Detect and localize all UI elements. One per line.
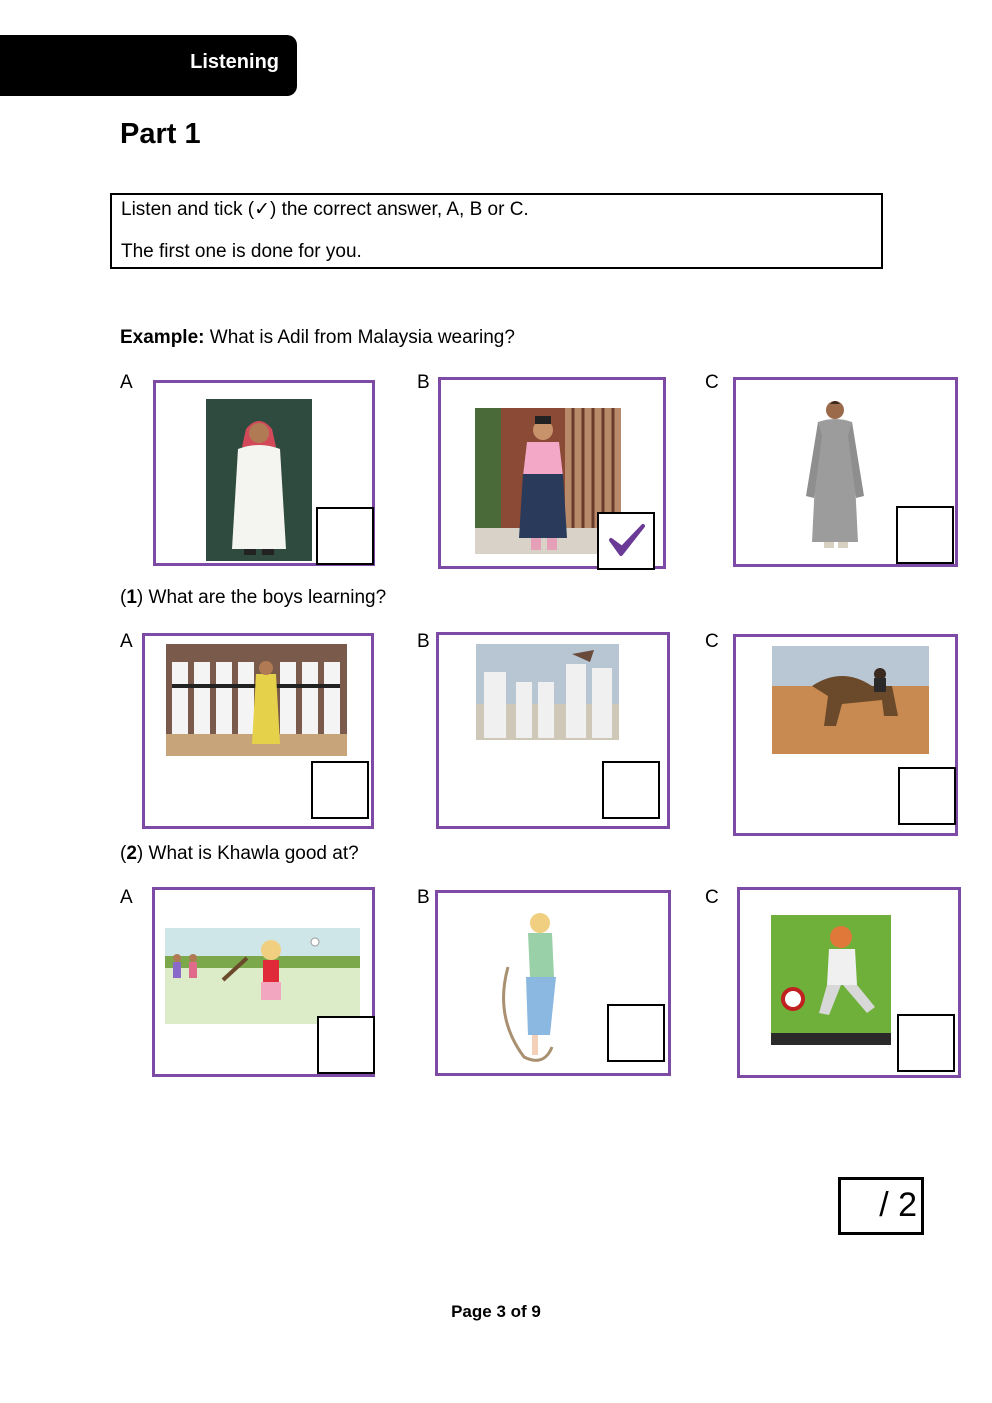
girl-skipping-rope-image bbox=[494, 907, 578, 1069]
example-option-c-tick-box[interactable] bbox=[896, 506, 954, 564]
example-question-text: What is Adil from Malaysia wearing? bbox=[204, 327, 515, 348]
instruction-line-1: Listen and tick (✓) the correct answer, A, B or C. bbox=[121, 199, 529, 220]
q2-option-b-tick-box[interactable] bbox=[607, 1004, 665, 1062]
example-option-a-tick-box[interactable] bbox=[316, 507, 374, 565]
q2-option-a bbox=[152, 887, 375, 1077]
example-option-a bbox=[153, 380, 375, 566]
q1-option-b-tick-box[interactable] bbox=[602, 761, 660, 819]
q2-option-c bbox=[737, 887, 961, 1078]
men-with-falcon-image bbox=[476, 644, 619, 740]
boys-dancing-image bbox=[166, 644, 347, 756]
footer-page-word: Page bbox=[451, 1302, 497, 1321]
q2-option-b bbox=[435, 890, 671, 1076]
example-label: Example: bbox=[120, 327, 205, 348]
score-box bbox=[838, 1177, 924, 1235]
camel-racing-image bbox=[772, 646, 929, 754]
q2-option-c-tick-box[interactable] bbox=[897, 1014, 955, 1072]
question-2-number: 2 bbox=[126, 843, 137, 864]
example-option-c-letter: C bbox=[705, 372, 719, 393]
man-in-white-thobe-image bbox=[206, 399, 312, 561]
example-question bbox=[120, 327, 515, 349]
q2-option-a-letter: A bbox=[120, 887, 133, 908]
girl-playing-cricket-image bbox=[165, 928, 360, 1024]
q1-option-a-letter: A bbox=[120, 631, 133, 652]
check-mark-icon bbox=[599, 514, 653, 568]
question-2: (2) What is Khawla good at? bbox=[120, 843, 359, 864]
q1-option-c-letter: C bbox=[705, 631, 719, 652]
example-option-b bbox=[438, 377, 666, 569]
man-in-grey-robe-image bbox=[800, 396, 870, 556]
example-option-b-tick-box[interactable] bbox=[597, 512, 655, 570]
question-1-text: What are the boys learning? bbox=[143, 587, 387, 608]
q1-option-b bbox=[436, 632, 670, 829]
q1-option-b-letter: B bbox=[417, 631, 430, 652]
footer-current-page: 3 bbox=[496, 1302, 506, 1321]
q1-option-a bbox=[142, 633, 374, 829]
q1-option-c-tick-box[interactable] bbox=[898, 767, 956, 825]
q2-option-b-letter: B bbox=[417, 887, 430, 908]
example-option-b-letter: B bbox=[417, 372, 430, 393]
section-tab-label: Listening bbox=[190, 51, 279, 73]
footer-total-pages: 9 bbox=[531, 1302, 541, 1321]
q1-option-c bbox=[733, 634, 958, 836]
score-total: / 2 bbox=[879, 1186, 917, 1224]
q2-option-c-letter: C bbox=[705, 887, 719, 908]
instruction-line-2: The first one is done for you. bbox=[121, 241, 362, 262]
example-option-c bbox=[733, 377, 958, 567]
q1-option-a-tick-box[interactable] bbox=[311, 761, 369, 819]
question-1-number: 1 bbox=[126, 587, 137, 608]
part-title: Part 1 bbox=[120, 118, 201, 150]
q2-option-a-tick-box[interactable] bbox=[317, 1016, 375, 1074]
section-tab bbox=[0, 35, 297, 96]
example-option-a-letter: A bbox=[120, 372, 133, 393]
page-footer bbox=[0, 1302, 992, 1322]
footer-of-word: of bbox=[505, 1302, 532, 1321]
question-2-text: What is Khawla good at? bbox=[143, 843, 359, 864]
instructions-box bbox=[110, 193, 883, 269]
question-1: (1) What are the boys learning? bbox=[120, 587, 387, 608]
girl-playing-football-image bbox=[771, 915, 891, 1045]
